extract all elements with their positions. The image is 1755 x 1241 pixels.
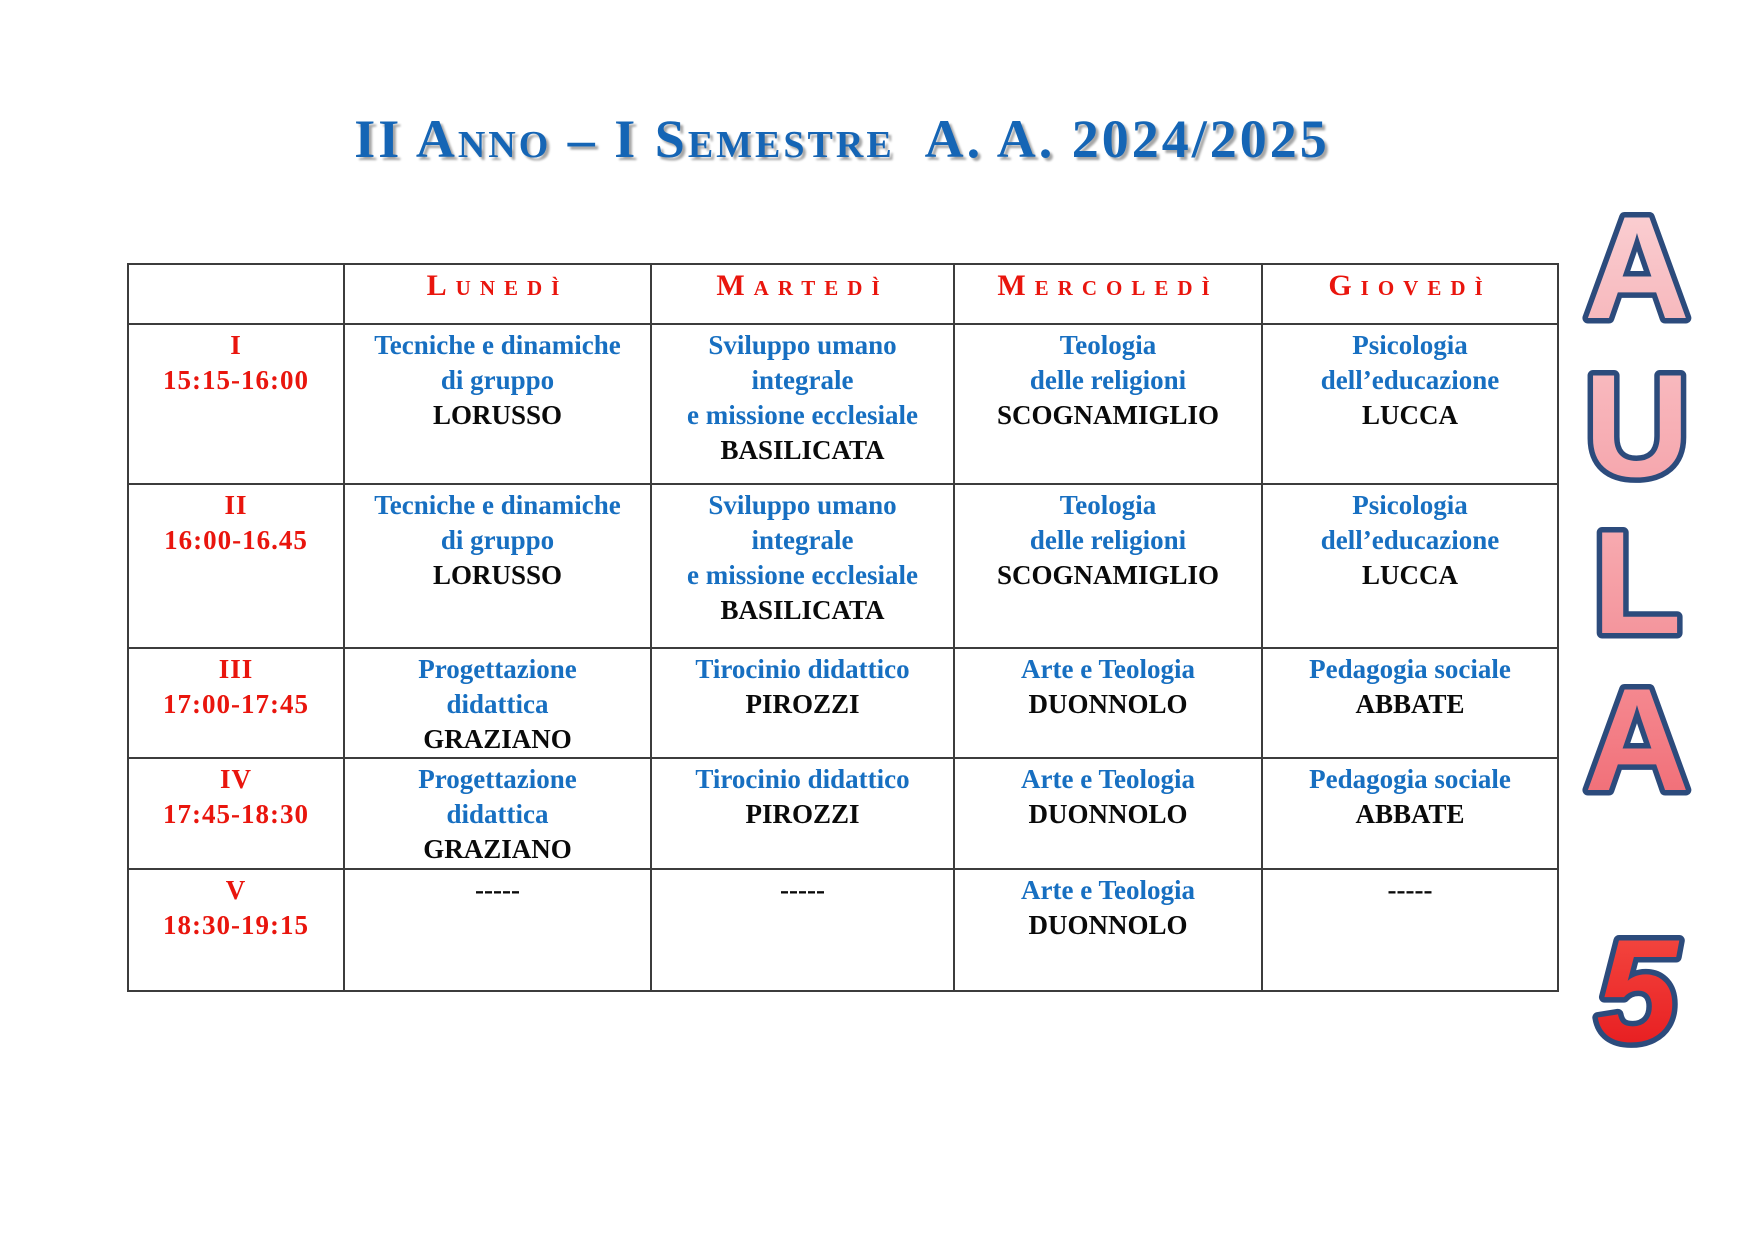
course-line: integrale bbox=[751, 525, 854, 555]
professor-name: ABBATE bbox=[1355, 689, 1465, 719]
table-row-5 bbox=[128, 869, 1558, 991]
course-line: Psicologia bbox=[1352, 490, 1468, 520]
cell-5-lunedi bbox=[344, 869, 651, 991]
time-label: 18:30-19:15 bbox=[163, 910, 309, 940]
table-row-2 bbox=[128, 484, 1558, 648]
cell-3-lunedi bbox=[344, 648, 651, 758]
day-header-mercoledi: Mercoledì bbox=[954, 264, 1262, 324]
course-line: Tirocinio didattico bbox=[695, 764, 910, 794]
course-line: Teologia bbox=[1059, 330, 1157, 360]
course-line: e missione ecclesiale bbox=[687, 400, 918, 430]
cell-4-martedi bbox=[651, 758, 954, 869]
time-label: 17:45-18:30 bbox=[163, 799, 309, 829]
course-line: Pedagogia sociale bbox=[1309, 764, 1511, 794]
period-label: IV bbox=[219, 764, 252, 794]
cell-3-giovedi bbox=[1262, 648, 1558, 758]
day-header-martedi: Martedì bbox=[651, 264, 954, 324]
course-line: Arte e Teologia bbox=[1021, 764, 1195, 794]
professor-name: BASILICATA bbox=[720, 595, 885, 625]
course-line: dell’educazione bbox=[1320, 365, 1500, 395]
time-cell-3 bbox=[128, 648, 344, 758]
aula-number-5 bbox=[1562, 909, 1712, 1072]
course-line: didattica bbox=[446, 689, 549, 719]
professor-name: GRAZIANO bbox=[423, 834, 572, 864]
professor-name: SCOGNAMIGLIO bbox=[996, 400, 1220, 430]
professor-name: LUCCA bbox=[1361, 400, 1458, 430]
professor-name: LUCCA bbox=[1361, 560, 1458, 590]
professor-name: DUONNOLO bbox=[1028, 689, 1188, 719]
day-header-giovedi: Giovedì bbox=[1262, 264, 1558, 324]
professor-name: DUONNOLO bbox=[1028, 799, 1188, 829]
course-line: Progettazione bbox=[418, 764, 577, 794]
svg-text:5: 5 bbox=[1596, 909, 1678, 1072]
table-row-3 bbox=[128, 648, 1558, 758]
course-line: Tecniche e dinamiche bbox=[374, 490, 621, 520]
cell-4-giovedi bbox=[1262, 758, 1558, 869]
cell-1-mercoledi bbox=[954, 324, 1262, 484]
professor-name: LORUSSO bbox=[432, 400, 563, 430]
professor-name: BASILICATA bbox=[720, 435, 885, 465]
course-line: Arte e Teologia bbox=[1021, 654, 1195, 684]
aula-letter-a1 bbox=[1562, 186, 1712, 349]
professor-name: SCOGNAMIGLIO bbox=[996, 560, 1220, 590]
course-line: Psicologia bbox=[1352, 330, 1468, 360]
course-line: Tecniche e dinamiche bbox=[374, 330, 621, 360]
course-line: Arte e Teologia bbox=[1021, 875, 1195, 905]
table-row-4 bbox=[128, 758, 1558, 869]
course-line: di gruppo bbox=[440, 365, 555, 395]
aula-letter-a2 bbox=[1562, 658, 1712, 821]
cell-4-mercoledi bbox=[954, 758, 1262, 869]
course-line: delle religioni bbox=[1029, 365, 1187, 395]
course-line: Sviluppo umano bbox=[708, 330, 897, 360]
cell-3-mercoledi bbox=[954, 648, 1262, 758]
period-label: III bbox=[218, 654, 254, 684]
aula-letter-l bbox=[1562, 501, 1712, 664]
svg-text:A: A bbox=[1584, 186, 1690, 349]
time-cell-1 bbox=[128, 324, 344, 484]
cell-2-martedi bbox=[651, 484, 954, 648]
empty-slot-dashes: ----- bbox=[475, 875, 520, 905]
professor-name: PIROZZI bbox=[745, 689, 860, 719]
course-line: Sviluppo umano bbox=[708, 490, 897, 520]
svg-text:A: A bbox=[1584, 658, 1690, 821]
course-line: didattica bbox=[446, 799, 549, 829]
course-line: e missione ecclesiale bbox=[687, 560, 918, 590]
course-line: di gruppo bbox=[440, 525, 555, 555]
cell-1-martedi bbox=[651, 324, 954, 484]
course-line: Progettazione bbox=[418, 654, 577, 684]
time-cell-4 bbox=[128, 758, 344, 869]
page-title: II Anno – I Semestre A. A. 2024/2025 bbox=[354, 109, 1330, 169]
header-row bbox=[128, 264, 1558, 324]
course-line: delle religioni bbox=[1029, 525, 1187, 555]
time-label: 15:15-16:00 bbox=[163, 365, 309, 395]
professor-name: GRAZIANO bbox=[423, 724, 572, 754]
course-line: Pedagogia sociale bbox=[1309, 654, 1511, 684]
cell-2-mercoledi bbox=[954, 484, 1262, 648]
table-row-1 bbox=[128, 324, 1558, 484]
cell-5-martedi bbox=[651, 869, 954, 991]
svg-text:L: L bbox=[1592, 501, 1682, 664]
professor-name: LORUSSO bbox=[432, 560, 563, 590]
cell-1-lunedi bbox=[344, 324, 651, 484]
cell-2-giovedi bbox=[1262, 484, 1558, 648]
svg-text:U: U bbox=[1584, 344, 1690, 507]
time-label: 17:00-17:45 bbox=[163, 689, 309, 719]
cell-4-lunedi bbox=[344, 758, 651, 869]
period-label: II bbox=[224, 490, 248, 520]
cell-2-lunedi bbox=[344, 484, 651, 648]
corner-cell bbox=[128, 264, 344, 324]
professor-name: PIROZZI bbox=[745, 799, 860, 829]
cell-5-mercoledi bbox=[954, 869, 1262, 991]
professor-name: ABBATE bbox=[1355, 799, 1465, 829]
professor-name: DUONNOLO bbox=[1028, 910, 1188, 940]
schedule-table bbox=[127, 263, 1559, 992]
cell-5-giovedi bbox=[1262, 869, 1558, 991]
period-label: V bbox=[225, 875, 247, 905]
day-header-lunedi: Lunedì bbox=[344, 264, 651, 324]
course-line: dell’educazione bbox=[1320, 525, 1500, 555]
empty-slot-dashes: ----- bbox=[1387, 875, 1433, 905]
time-label: 16:00-16.45 bbox=[164, 525, 308, 555]
time-cell-5 bbox=[128, 869, 344, 991]
cell-1-giovedi bbox=[1262, 324, 1558, 484]
period-label: I bbox=[230, 330, 242, 360]
empty-slot-dashes: ----- bbox=[780, 875, 825, 905]
course-line: Teologia bbox=[1059, 490, 1157, 520]
course-line: Tirocinio didattico bbox=[695, 654, 910, 684]
cell-3-martedi bbox=[651, 648, 954, 758]
time-cell-2 bbox=[128, 484, 344, 648]
aula-letter-u bbox=[1562, 344, 1712, 507]
course-line: integrale bbox=[751, 365, 854, 395]
